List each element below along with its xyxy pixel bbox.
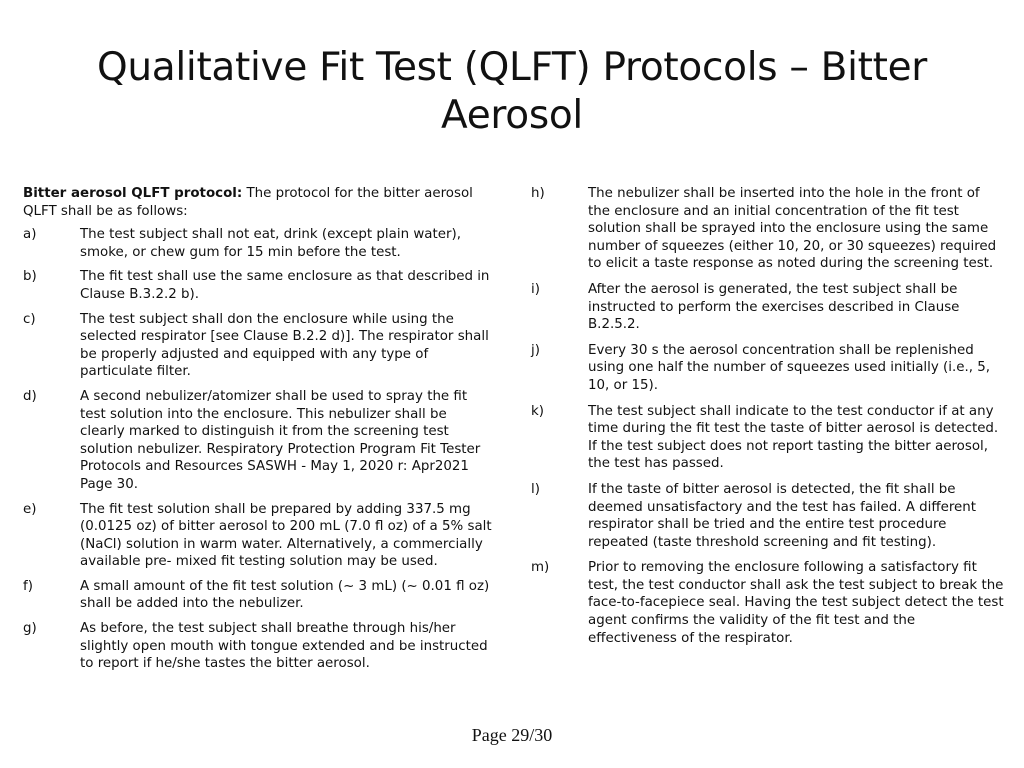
list-item-g [23,620,493,673]
intro-heading: Bitter aerosol QLFT protocol: [23,186,243,201]
item-marker: i) [531,281,540,297]
item-marker: a) [23,227,37,243]
list-item-d [23,388,493,494]
item-marker: g) [23,621,37,637]
item-text: The fit test solution shall be prepared by adding 337.5 mg (0.0125 oz) of bitter aerosol to 200 mL (7.0 fl oz) of a 5% salt (NaCl) solution in warm water. Alternatively, a commercially available pre- mixed fit testing solution may be used. [80,501,492,570]
item-text: After the aerosol is generated, the test subject shall be instructed to perform the exercises described in Clause B.2.5.2. [588,281,960,333]
item-marker: h) [531,186,545,201]
item-marker: e) [23,501,37,517]
item-text: A second nebulizer/atomizer shall be used to spray the fit test solution into the enclosure. This nebulizer shall be clearly marked to distinguish it from the screening test solution nebulizer. Respiratory Protection Program Fit Tester Protocols and Resources SASWH - May 1, 2020 r: Apr2021 Page 30. [80,388,481,492]
right-column [531,185,1005,655]
list-item-j [531,342,1005,395]
list-item-e [23,501,493,571]
item-marker: c) [23,311,36,327]
list-item-h [531,185,1005,273]
list-item-l [531,481,1005,551]
list-item-m [531,559,1005,647]
item-text: The fit test shall use the same enclosure as that described in Clause B.3.2.2 b). [80,269,490,302]
list-item-c [23,311,493,381]
item-marker: d) [23,388,37,404]
page-number: Page 29/30 [471,725,553,745]
item-text: The test subject shall indicate to the test conductor if at any time during the fit test the taste of bitter aerosol is detected. If the test subject does not report tasting the bitter aerosol, the test has passed. [588,403,999,472]
protocol-intro [23,185,493,220]
item-text: As before, the test subject shall breathe through his/her slightly open mouth with tongue extended and be instructed to report if he/she tastes the bitter aerosol. [80,621,488,672]
item-text: The test subject shall not eat, drink (except plain water), smoke, or chew gum for 15 min before the test. [80,227,461,260]
item-text: Every 30 s the aerosol concentration shall be replenished using one half the number of squeezes used initially (i.e., 5, 10, or 15). [588,342,991,393]
item-marker: l) [531,481,540,497]
item-marker: k) [531,403,544,419]
item-marker: f) [23,578,33,594]
item-text: The nebulizer shall be inserted into the hole in the front of the enclosure and an initial concentration of the fit test solution shall be sprayed into the enclosure using the same number of squeezes (either 10, 20, or 30 squeezes) required to elicit a taste response as noted during the screening test. [588,186,997,272]
item-marker: m) [531,560,550,576]
item-text: A small amount of the fit test solution (~ 3 mL) (~ 0.01 fl oz) shall be added into the nebulizer. [80,578,490,612]
list-item-i [531,281,1005,334]
item-text: If the taste of bitter aerosol is detected, the fit shall be deemed unsatisfactory and the test has failed. A different respirator shall be tried and the entire test procedure repeated (taste threshold screening and fit testing). [588,481,977,550]
item-text: Prior to removing the enclosure following a satisfactory fit test, the test conductor shall ask the test subject to break the face-to-facepiece seal. Having the test subject detect the test agent confirms the validity of the fit test and the effectiveness of the respirator. [588,560,1004,646]
list-item-a [23,226,493,261]
intro-text: The protocol for the bitter aerosol QLFT shall be as follows: [23,186,473,219]
item-marker: j) [531,342,540,358]
item-text: The test subject shall don the enclosure while using the selected respirator [see Clause B.2.2 d)]. The respirator shall be properly adjusted and equipped with any type of particulate filter. [80,311,489,380]
list-item-k [531,403,1005,473]
item-marker: b) [23,269,37,285]
slide-title: Qualitative Fit Test (QLFT) Protocols – Bitter Aerosol [96,45,928,138]
list-item-f [23,578,493,613]
left-column [23,185,493,680]
list-item-b [23,268,493,303]
